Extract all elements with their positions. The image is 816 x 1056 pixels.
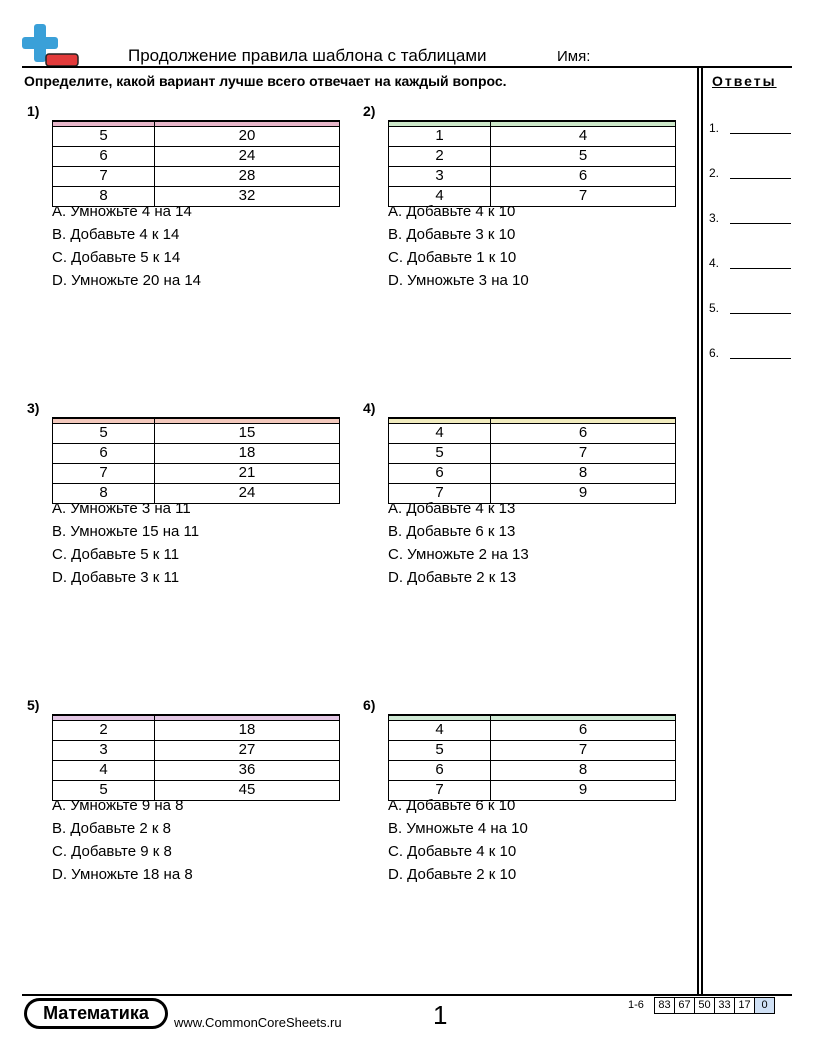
page-title: Продолжение правила шаблона с таблицами [128,46,487,65]
table-row [53,126,340,146]
answer-blank[interactable] [730,313,791,314]
table-row [53,740,340,760]
input-cell: 6 [389,760,491,780]
answer-number: 1. [709,121,720,135]
answer-option[interactable]: A. Добавьте 4 к 13 [388,500,516,517]
output-cell: 4 [491,126,676,146]
output-cell: 21 [155,463,340,483]
output-cell: 7 [491,186,676,206]
input-cell: 3 [389,166,491,186]
instructions: Определите, какой вариант лучше всего отвечает на каждый вопрос. [24,73,507,89]
input-cell: 7 [53,463,155,483]
answer-option[interactable]: C. Добавьте 1 к 10 [388,249,517,266]
answer-options [52,200,201,292]
output-cell: 18 [155,443,340,463]
table-row [53,423,340,443]
output-cell: 24 [155,483,340,503]
answer-option[interactable]: B. Умножьте 4 на 10 [388,820,528,837]
problem-number: 4) [363,400,376,416]
output-cell: 24 [155,146,340,166]
answer-options [388,794,528,886]
input-cell: 7 [53,166,155,186]
answer-blank[interactable] [730,178,791,179]
answer-line[interactable] [709,301,793,317]
problem-number: 6) [363,697,376,713]
answer-option[interactable]: C. Умножьте 2 на 13 [388,546,529,563]
input-cell: 5 [53,126,155,146]
table-row [389,146,676,166]
score-cell: 33 [714,997,735,1014]
table-row [53,146,340,166]
brand-label: Математика [27,1001,165,1026]
answer-option[interactable]: D. Добавьте 2 к 13 [388,569,517,586]
logo-icon [22,24,80,68]
table-row [389,720,676,740]
score-cell: 17 [734,997,755,1014]
answer-option[interactable]: B. Умножьте 15 на 11 [52,523,200,540]
answer-option[interactable]: D. Умножьте 18 на 8 [52,866,193,883]
pattern-table [52,417,340,504]
answer-blank[interactable] [730,358,791,359]
input-cell: 4 [389,423,491,443]
answer-option[interactable]: B. Добавьте 6 к 13 [388,523,516,540]
answer-option[interactable]: D. Умножьте 3 на 10 [388,272,529,289]
answer-column-divider [701,66,703,996]
input-cell: 5 [53,780,155,800]
problem-number: 1) [27,103,40,119]
output-cell: 28 [155,166,340,186]
output-cell: 32 [155,186,340,206]
output-cell: 18 [155,720,340,740]
answer-number: 5. [709,301,720,315]
answer-option[interactable]: C. Добавьте 5 к 11 [52,546,180,563]
answer-line[interactable] [709,346,793,362]
footer-rule [22,994,792,996]
name-label: Имя: [557,48,591,65]
answer-options [388,497,529,589]
score-cell: 50 [694,997,715,1014]
input-cell: 4 [389,186,491,206]
answer-column-divider [697,66,699,996]
output-cell: 8 [491,463,676,483]
input-cell: 6 [389,463,491,483]
answer-line[interactable] [709,211,793,227]
pattern-table [388,417,676,504]
answer-option[interactable]: B. Добавьте 3 к 10 [388,226,516,243]
answer-options [388,200,529,292]
table-row [53,463,340,483]
output-cell: 20 [155,126,340,146]
table-row [389,126,676,146]
output-cell: 36 [155,760,340,780]
input-cell: 4 [53,760,155,780]
input-cell: 6 [53,146,155,166]
problem-number: 5) [27,697,40,713]
answers-title: Ответы [712,73,777,89]
site-url: www.CommonCoreSheets.ru [174,1015,342,1030]
table-row [389,463,676,483]
table-row [389,760,676,780]
input-cell: 6 [53,443,155,463]
table-row [389,740,676,760]
input-cell: 7 [389,780,491,800]
answer-blank[interactable] [730,223,791,224]
pattern-table [52,120,340,207]
table-row [53,720,340,740]
input-cell: 8 [53,483,155,503]
page-number: 1 [433,1000,448,1030]
pattern-table [388,120,676,207]
table-row [53,443,340,463]
output-cell: 7 [491,443,676,463]
table-row [389,443,676,463]
score-table [655,997,775,1014]
answer-option[interactable]: C. Добавьте 5 к 14 [52,249,181,266]
input-cell: 5 [389,443,491,463]
problem-number: 2) [363,103,376,119]
answer-option[interactable]: C. Добавьте 4 к 10 [388,843,517,860]
problem-number: 3) [27,400,40,416]
output-cell: 9 [491,780,676,800]
score-cell: 0 [754,997,775,1014]
answer-number: 2. [709,166,720,180]
table-row [53,760,340,780]
answer-options [52,497,199,589]
table-row [53,166,340,186]
answer-option[interactable]: D. Умножьте 20 на 14 [52,272,202,289]
answer-option[interactable]: A. Умножьте 9 на 8 [52,797,184,814]
answer-line[interactable] [709,256,793,272]
input-cell: 3 [53,740,155,760]
answer-option[interactable]: B. Добавьте 2 к 8 [52,820,172,837]
answer-options [52,794,193,886]
answer-line[interactable] [709,166,793,182]
answer-option[interactable]: A. Умножьте 4 на 14 [52,203,192,220]
answer-option[interactable]: A. Добавьте 6 к 10 [388,797,516,814]
score-cell: 67 [674,997,695,1014]
table-row [389,423,676,443]
answer-line[interactable] [709,121,793,137]
output-cell: 8 [491,760,676,780]
input-cell: 2 [53,720,155,740]
answer-option[interactable]: C. Добавьте 9 к 8 [52,843,172,860]
output-cell: 45 [155,780,340,800]
answer-number: 6. [709,346,720,360]
answer-option[interactable]: D. Добавьте 2 к 10 [388,866,517,883]
input-cell: 7 [389,483,491,503]
answer-number: 3. [709,211,720,225]
score-cell: 83 [654,997,675,1014]
pattern-table [388,714,676,801]
answer-option[interactable]: A. Умножьте 3 на 11 [52,500,191,517]
table-row [389,166,676,186]
output-cell: 5 [491,146,676,166]
answer-number: 4. [709,256,720,270]
output-cell: 7 [491,740,676,760]
answer-option[interactable]: A. Добавьте 4 к 10 [388,203,516,220]
answer-option[interactable]: D. Добавьте 3 к 11 [52,569,180,586]
answer-blank[interactable] [730,133,791,134]
input-cell: 2 [389,146,491,166]
input-cell: 4 [389,720,491,740]
answer-blank[interactable] [730,268,791,269]
output-cell: 6 [491,720,676,740]
output-cell: 6 [491,166,676,186]
output-cell: 9 [491,483,676,503]
pattern-table [52,714,340,801]
header-rule [22,66,792,68]
input-cell: 8 [53,186,155,206]
output-cell: 15 [155,423,340,443]
answer-option[interactable]: B. Добавьте 4 к 14 [52,226,180,243]
brand-badge [24,998,168,1029]
output-cell: 27 [155,740,340,760]
score-range-label: 1-6 [628,999,644,1011]
input-cell: 5 [389,740,491,760]
output-cell: 6 [491,423,676,443]
input-cell: 1 [389,126,491,146]
input-cell: 5 [53,423,155,443]
